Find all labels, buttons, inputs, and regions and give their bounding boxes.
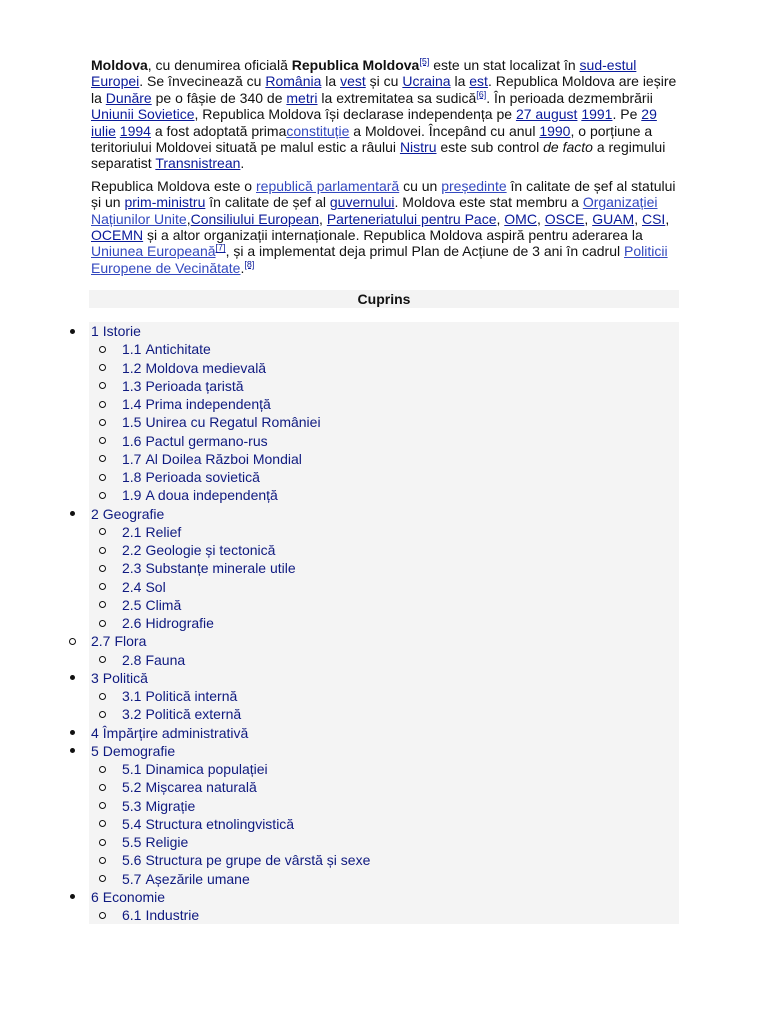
disc-bullet-icon <box>67 505 77 523</box>
link-onu[interactable]: Organizației Națiunilor Unite <box>91 194 658 227</box>
link-metri[interactable]: metri <box>286 89 318 106</box>
text-run: . Republica Moldova are ieșire la <box>91 73 677 106</box>
toc-row <box>89 395 679 413</box>
text-run: , <box>186 210 191 227</box>
toc-number: 3.1 <box>122 688 142 704</box>
link-dunare[interactable]: Dunăre <box>105 89 152 106</box>
toc-link[interactable] <box>122 652 185 668</box>
circle-bullet-icon <box>97 596 107 614</box>
toc-row <box>89 559 679 577</box>
toc-label: Împărțire administrativă <box>102 724 249 741</box>
toc-row <box>89 322 679 340</box>
toc-link[interactable] <box>122 779 257 795</box>
toc-number: 2.6 <box>122 615 142 631</box>
toc-row <box>89 578 679 596</box>
reference-link[interactable]: [7] <box>215 242 226 253</box>
text-run: a regimului separatist <box>91 139 666 172</box>
toc-link[interactable] <box>122 852 370 868</box>
toc-link[interactable] <box>122 396 271 412</box>
text-run: a Moldovei. Începând cu anul <box>349 122 540 139</box>
toc-row <box>89 632 679 650</box>
text-run: a fost adoptată prima <box>150 122 287 139</box>
toc-link[interactable] <box>122 871 250 887</box>
toc-row <box>89 778 679 796</box>
text-run: este un stat localizat în <box>429 57 580 73</box>
toc-label: Perioada țaristă <box>145 377 244 394</box>
toc-number: 2.3 <box>122 560 142 577</box>
circle-bullet-icon <box>97 906 107 924</box>
text-run: , Republica Moldova își declarase independența pe <box>194 106 516 123</box>
disc-bullet-icon <box>67 322 77 340</box>
toc-row <box>89 468 679 486</box>
toc-label: Mișcarea naturală <box>145 779 257 796</box>
link-uniunea-europeana[interactable]: Uniunea Europeană <box>91 243 216 260</box>
toc-label: Antichitate <box>145 341 211 358</box>
link-1990[interactable]: 1990 <box>539 122 571 139</box>
toc-label: Fauna <box>145 651 186 668</box>
text-run: la <box>321 73 341 90</box>
circle-bullet-icon <box>97 559 107 577</box>
circle-bullet-icon <box>97 486 107 504</box>
disc-bullet-icon <box>67 724 77 742</box>
reference-link[interactable]: [5] <box>419 56 430 67</box>
toc-number: 5.1 <box>122 761 142 777</box>
text-run: și a altor organizații internaționale. Republica Moldova aspiră pentru aderarea la <box>143 227 643 244</box>
official-name: Republica Moldova <box>291 57 420 73</box>
toc-label: Structura pe grupe de vârstă și sexe <box>145 852 371 869</box>
toc-label: Așezările umane <box>145 870 250 887</box>
toc-link[interactable] <box>91 725 248 741</box>
toc-row <box>89 724 679 742</box>
toc-row <box>89 888 679 906</box>
link-guvernului[interactable]: guvernului <box>329 194 395 211</box>
text-run: . <box>240 259 245 276</box>
article-subject: Moldova <box>91 57 148 73</box>
toc-number: 2.2 <box>122 542 142 558</box>
text-run: , <box>634 210 642 227</box>
toc-link[interactable] <box>122 469 260 485</box>
text-run: este sub control <box>436 139 544 156</box>
toc-label: Unirea cu Regatul României <box>145 414 321 431</box>
text-run: și cu <box>365 73 403 90</box>
toc-row <box>89 687 679 705</box>
toc-link[interactable] <box>122 360 266 376</box>
toc-number: 5.2 <box>122 779 142 796</box>
toc-link[interactable] <box>91 633 146 649</box>
toc-number: 6.1 <box>122 907 142 923</box>
toc-label: Structura etnolingvistică <box>145 815 295 832</box>
circle-bullet-icon <box>97 705 107 723</box>
toc-number: 1.4 <box>122 396 142 412</box>
toc-label: Perioada sovietică <box>145 469 260 485</box>
link-omc[interactable]: OMC <box>504 210 537 227</box>
text-run: , cu denumirea oficială <box>147 57 292 73</box>
toc-label: Politică <box>102 669 148 686</box>
text-run: la <box>450 73 470 90</box>
text-run: , <box>536 210 545 227</box>
toc-row <box>89 851 679 869</box>
link-ucraina[interactable]: Ucraina <box>402 73 451 90</box>
toc-row <box>89 833 679 851</box>
toc-row <box>89 742 679 760</box>
toc-link[interactable] <box>91 323 141 339</box>
link-transnistrean[interactable]: Transnistrean <box>155 155 241 172</box>
toc-number: 1.6 <box>122 432 142 449</box>
link-prim-ministru[interactable]: prim-ministru <box>124 194 206 211</box>
toc-label: A doua independență <box>145 487 278 504</box>
circle-bullet-icon <box>97 359 107 377</box>
circle-bullet-icon <box>97 614 107 632</box>
toc-number: 5 <box>91 742 99 759</box>
toc-number: 4 <box>91 724 99 741</box>
toc-number: 1.3 <box>122 377 142 394</box>
toc-number: 2.4 <box>122 578 142 595</box>
link-29-iulie[interactable]: 29 iulie <box>91 106 657 139</box>
circle-bullet-icon <box>97 395 107 413</box>
link-uniunii-sovietice[interactable]: Uniunii Sovietice <box>91 106 195 123</box>
toc-row <box>89 596 679 614</box>
toc-link[interactable] <box>122 542 275 558</box>
toc-number: 5.4 <box>122 815 142 832</box>
toc-label: Geografie <box>102 505 165 522</box>
link-presedinte[interactable]: președinte <box>441 177 507 194</box>
toc-label: Pactul germano-rus <box>145 432 268 449</box>
toc-number: 6 <box>91 888 99 905</box>
link-27-august[interactable]: 27 august <box>515 106 578 123</box>
intro-paragraph <box>91 57 679 172</box>
circle-bullet-icon <box>97 413 107 431</box>
toc-number: 2.7 <box>91 633 111 650</box>
disc-bullet-icon <box>67 742 77 760</box>
link-politicii-europene[interactable]: Politicii Europene de Vecinătate <box>91 243 668 276</box>
toc-row <box>89 450 679 468</box>
toc-label: Moldova medievală <box>145 359 267 376</box>
toc-row <box>89 797 679 815</box>
link-osce[interactable]: OSCE <box>544 210 585 227</box>
text-run: . Moldova este stat membru a <box>394 194 583 211</box>
toc-row <box>89 651 679 669</box>
toc-label: Politică internă <box>145 688 238 704</box>
toc-label: Istorie <box>102 323 141 339</box>
toc-label: Demografie <box>102 742 176 759</box>
toc-number: 1 <box>91 323 99 339</box>
text-run: . Pe <box>612 106 642 123</box>
toc-label: Substanțe minerale utile <box>145 560 296 577</box>
toc-link[interactable] <box>122 487 278 503</box>
toc-label: Flora <box>114 633 147 650</box>
toc-link[interactable] <box>122 907 199 923</box>
toc-link[interactable] <box>91 889 165 905</box>
circle-bullet-icon <box>97 450 107 468</box>
text-run: pe o fâșie de 340 de <box>151 89 287 106</box>
text-run: , o porțiune a teritoriului Moldovei situată pe malul estic a râului <box>91 122 653 156</box>
toc-link[interactable] <box>122 816 294 832</box>
toc-number: 5.7 <box>122 870 142 887</box>
text-run: , <box>496 210 505 227</box>
link-vest[interactable]: vest <box>340 73 366 90</box>
toc-row <box>89 870 679 888</box>
circle-bullet-icon <box>67 632 77 650</box>
circle-bullet-icon <box>97 851 107 869</box>
toc-row <box>89 906 679 924</box>
toc-link[interactable] <box>122 761 268 777</box>
disc-bullet-icon <box>67 669 77 687</box>
toc-row <box>89 815 679 833</box>
toc-link[interactable] <box>122 615 214 631</box>
circle-bullet-icon <box>97 432 107 450</box>
circle-bullet-icon <box>97 815 107 833</box>
circle-bullet-icon <box>97 870 107 888</box>
toc-link[interactable] <box>91 743 175 759</box>
link-sud-estul[interactable]: sud-estul <box>579 57 637 73</box>
text-run: , <box>319 210 327 227</box>
toc-label: Religie <box>145 834 189 850</box>
link-nistru[interactable]: Nistru <box>399 139 437 156</box>
toc-number: 1.1 <box>122 341 142 358</box>
text-run: . <box>240 155 245 172</box>
toc-link[interactable] <box>122 414 321 430</box>
circle-bullet-icon <box>97 760 107 778</box>
reference-link[interactable]: [6] <box>476 89 487 100</box>
article-body <box>91 57 679 276</box>
link-europei[interactable]: Europei <box>91 73 140 90</box>
text-run: Republica Moldova este o <box>91 177 256 194</box>
toc-link[interactable] <box>122 341 211 357</box>
link-est[interactable]: est <box>469 73 488 90</box>
toc-label: Relief <box>145 523 182 540</box>
circle-bullet-icon <box>97 797 107 815</box>
toc-row <box>89 377 679 395</box>
text-run: cu un <box>399 177 442 194</box>
link-constitutie[interactable]: constituție <box>286 122 350 139</box>
circle-bullet-icon <box>97 523 107 541</box>
toc-number: 3.2 <box>122 706 142 723</box>
toc-link[interactable] <box>122 433 268 449</box>
toc-label: Al Doilea Război Mondial <box>145 450 302 467</box>
toc-link[interactable] <box>122 378 244 394</box>
toc-link[interactable] <box>122 798 195 814</box>
toc-number: 5.6 <box>122 852 142 869</box>
toc-label: Industrie <box>145 907 200 923</box>
toc-number: 2.1 <box>122 523 142 540</box>
toc-number: 1.2 <box>122 359 142 376</box>
toc-number: 1.9 <box>122 487 142 504</box>
toc-row <box>89 669 679 687</box>
link-1991[interactable]: 1991 <box>581 106 613 123</box>
text-run: . Se învecinează cu <box>139 73 266 90</box>
link-csi[interactable]: CSI <box>641 210 666 227</box>
toc-label: Migrație <box>145 797 196 814</box>
toc-link[interactable] <box>122 706 241 722</box>
table-of-contents <box>89 290 679 924</box>
text-run: . În perioada dezmembrării <box>486 89 653 106</box>
toc-link[interactable] <box>122 524 181 540</box>
text-run: în calitate de șef al statului și un <box>91 177 676 211</box>
circle-bullet-icon <box>97 377 107 395</box>
toc-number: 2.5 <box>122 596 142 613</box>
toc-row <box>89 432 679 450</box>
toc-row <box>89 614 679 632</box>
toc-number: 3 <box>91 669 99 686</box>
toc-row <box>89 340 679 358</box>
toc-number: 1.8 <box>122 469 142 485</box>
toc-label: Politică externă <box>145 706 242 723</box>
toc-number: 1.5 <box>122 414 142 431</box>
toc-row <box>89 359 679 377</box>
toc-row <box>89 505 679 523</box>
toc-row <box>89 413 679 431</box>
toc-link[interactable] <box>122 560 296 576</box>
text-run: , <box>584 210 593 227</box>
link-romania[interactable]: România <box>265 73 322 90</box>
toc-number: 5.3 <box>122 797 142 814</box>
toc-number: 1.7 <box>122 450 142 467</box>
toc-label: Geologie și tectonică <box>145 542 276 558</box>
link-1994[interactable]: 1994 <box>119 122 151 139</box>
circle-bullet-icon <box>97 687 107 705</box>
disc-bullet-icon <box>67 888 77 906</box>
toc-label: Climă <box>145 596 182 613</box>
toc-label: Sol <box>145 578 166 595</box>
circle-bullet-icon <box>97 340 107 358</box>
toc-link[interactable] <box>91 670 148 686</box>
link-guam[interactable]: GUAM <box>592 210 635 227</box>
toc-link[interactable] <box>91 506 164 522</box>
toc-row <box>89 760 679 778</box>
circle-bullet-icon <box>97 833 107 851</box>
circle-bullet-icon <box>97 578 107 596</box>
toc-title: Cuprins <box>89 290 679 308</box>
link-parteneriatului-pentru-pace[interactable]: Parteneriatului pentru Pace <box>326 210 497 227</box>
politics-paragraph <box>91 178 679 276</box>
text-run: la extremitatea sa sudică <box>317 89 477 106</box>
toc-link[interactable] <box>122 451 302 467</box>
toc-link[interactable] <box>122 688 237 704</box>
link-ocemn[interactable]: OCEMN <box>91 227 144 244</box>
toc-row <box>89 523 679 541</box>
toc-label: Prima independență <box>145 396 271 412</box>
toc-link[interactable] <box>122 597 181 613</box>
circle-bullet-icon <box>97 468 107 486</box>
toc-row <box>89 486 679 504</box>
link-republica-parlamentara[interactable]: republică parlamentară <box>256 177 400 194</box>
circle-bullet-icon <box>97 778 107 796</box>
toc-link[interactable] <box>122 579 166 595</box>
toc-row <box>89 705 679 723</box>
text-run: în calitate de șef al <box>205 194 330 211</box>
toc-number: 2.8 <box>122 651 142 668</box>
toc-link[interactable] <box>122 834 188 850</box>
toc-number: 2 <box>91 505 99 522</box>
text-run: , <box>665 210 670 227</box>
reference-link[interactable]: [8] <box>244 259 255 270</box>
circle-bullet-icon <box>97 651 107 669</box>
toc-label: Economie <box>102 888 166 905</box>
toc-label: Hidrografie <box>145 615 214 631</box>
toc-row <box>89 541 679 559</box>
toc-list <box>89 322 679 924</box>
text-run: , și a implementat deja primul Plan de Acțiune de 3 ani în cadrul <box>225 243 625 260</box>
circle-bullet-icon <box>97 541 107 559</box>
toc-label: Dinamica populației <box>145 761 268 777</box>
italic-de-facto: de facto <box>543 139 593 156</box>
link-consiliului-european[interactable]: Consiliului European <box>190 210 320 227</box>
toc-number: 5.5 <box>122 834 142 850</box>
